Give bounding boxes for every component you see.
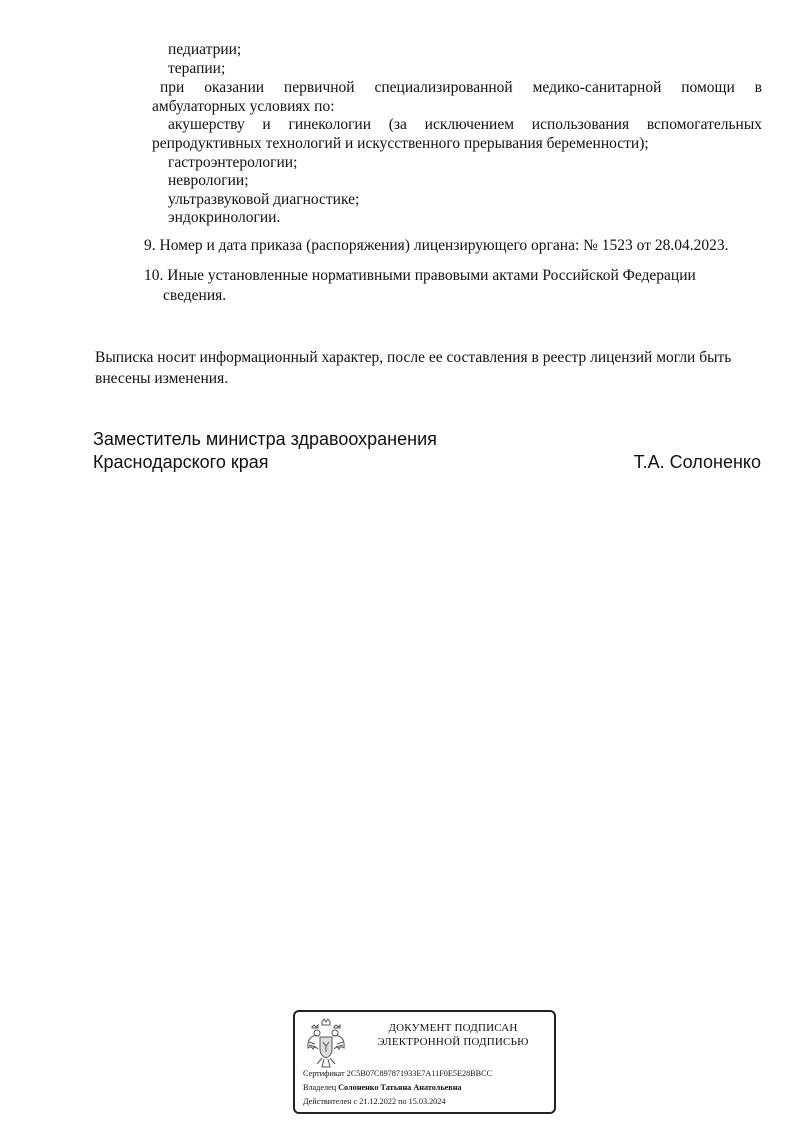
stamp-certificate-label: Сертификат bbox=[303, 1069, 345, 1078]
stamp-title bbox=[353, 1021, 553, 1049]
item-10-line-2: сведения. bbox=[163, 287, 227, 304]
electronic-signature-stamp bbox=[293, 1010, 556, 1114]
stamp-owner bbox=[303, 1083, 462, 1093]
list-line-pediatrics: педиатрии; bbox=[168, 41, 242, 58]
item-10-line-1: 10. Иные установленные нормативными правовыми актами Российской Федерации bbox=[144, 267, 696, 284]
list-line-endocrinology: эндокринологии. bbox=[168, 209, 281, 226]
notice-line-2: внесены изменения. bbox=[95, 370, 229, 387]
signatory-position-line-2: Краснодарского края bbox=[93, 452, 269, 472]
list-line-obstetrics: акушерству и гинекологии (за исключением использования вспомогательных bbox=[168, 116, 762, 133]
list-line-primary-care: при оказании первичной специализированной медико-санитарной помощи в bbox=[160, 79, 762, 96]
list-line-outpatient: амбулаторных условиях по: bbox=[152, 98, 335, 115]
stamp-certificate-value: 2C5B07C897871933E7A11F0E5E28BBCC bbox=[346, 1069, 493, 1078]
notice-line-1: Выписка носит информационный характер, после ее составления в реестр лицензий могли быть bbox=[95, 349, 732, 366]
stamp-owner-label: Владелец bbox=[303, 1083, 337, 1092]
list-line-neurology: неврологии; bbox=[168, 172, 249, 189]
stamp-validity: Действителен с 21.12.2022 по 15.03.2024 bbox=[303, 1097, 446, 1106]
list-line-ultrasound: ультразвуковой диагностике; bbox=[168, 191, 360, 208]
item-9-order-number: 9. Номер и дата приказа (распоряжения) лицензирующего органа: № 1523 от 28.04.2023. bbox=[144, 237, 729, 254]
stamp-owner-value: Солоненко Татьяна Анатольевна bbox=[338, 1083, 462, 1092]
list-line-therapy: терапии; bbox=[168, 60, 226, 77]
stamp-title-line-1: ДОКУМЕНТ ПОДПИСАН bbox=[388, 1022, 518, 1034]
coat-of-arms-icon bbox=[305, 1018, 347, 1070]
signatory-position-line-1: Заместитель министра здравоохранения bbox=[93, 429, 437, 449]
list-line-gastroenterology: гастроэнтерологии; bbox=[168, 154, 298, 171]
signatory-name: Т.А. Солоненко bbox=[633, 452, 761, 472]
list-line-reproductive: репродуктивных технологий и искусственного прерывания беременности); bbox=[152, 135, 649, 152]
stamp-title-line-2: ЭЛЕКТРОННОЙ ПОДПИСЬЮ bbox=[377, 1036, 529, 1048]
stamp-certificate bbox=[303, 1069, 492, 1079]
